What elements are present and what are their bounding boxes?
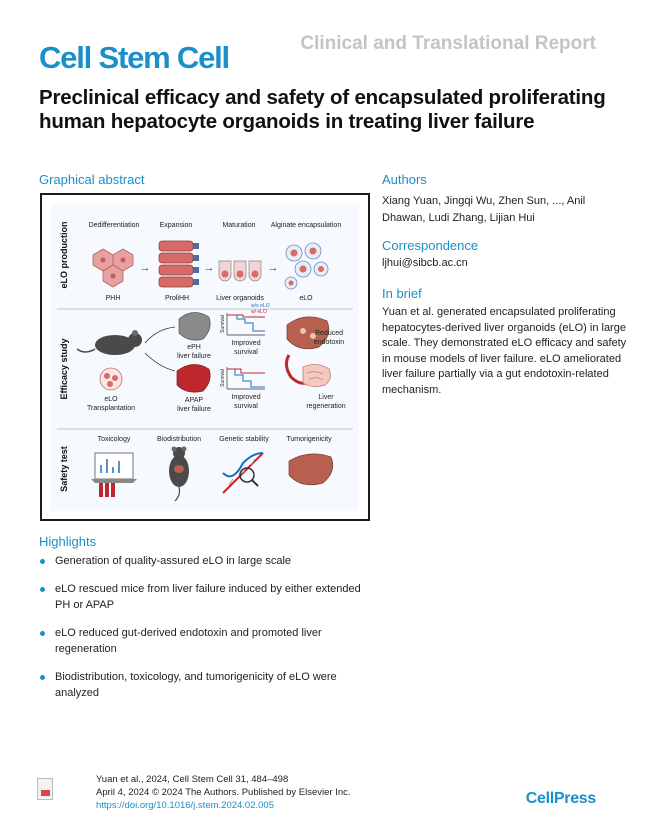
report-type: Clinical and Translational Report [300, 33, 596, 54]
arrow-icon: → [267, 262, 279, 274]
tumorigenicity-liver-icon [289, 454, 333, 485]
step-maturation: Maturation [222, 222, 256, 229]
correspondence-email[interactable]: ljhui@sibcb.ac.cn [382, 257, 468, 269]
safety-biodistribution: Biodistribution [157, 436, 201, 443]
liver-organoid-wells-icon [219, 261, 261, 281]
improved-survival-label-1: Improved survival [231, 340, 261, 356]
biodistribution-mouse-icon [169, 447, 189, 502]
graphical-abstract-panel [51, 203, 359, 511]
check-for-updates-icon[interactable] [37, 778, 53, 800]
citation [96, 773, 351, 812]
apap-label: APAP liver failure [177, 397, 211, 413]
cell-label-liver-organoids: Liver organoids [216, 295, 264, 302]
eph-label: ePH liver failure [177, 344, 211, 360]
arrow-icon: → [203, 262, 215, 274]
magnifier-icon [240, 468, 258, 486]
apap-liver-icon [177, 364, 210, 392]
improved-survival-label-2: Improved survival [231, 394, 261, 410]
gut-icon [303, 364, 330, 386]
citation-line-2: April 4, 2024 © 2024 The Authors. Published by Elsevier Inc. [96, 787, 351, 798]
cellpress-logo: CellPress [525, 790, 596, 807]
liver-regeneration-label: Liver regeneration [306, 394, 346, 410]
elo-transplant-label: eLO Transplantation [87, 396, 135, 412]
phh-cells-icon [93, 249, 133, 287]
journal-name: Cell Stem Cell [39, 40, 229, 75]
highlight-item: eLO reduced gut-derived endotoxin and promoted liver regeneration [39, 625, 369, 657]
highlights-list [39, 553, 369, 713]
row-label-production: eLO production [59, 221, 69, 289]
prolihh-flask-icon [159, 241, 199, 287]
svg-text:Survival: Survival [220, 315, 226, 333]
mouse-icon [77, 330, 142, 355]
survival-plot-eph [220, 303, 270, 335]
graphical-abstract [40, 193, 370, 521]
svg-text:Survival: Survival [220, 369, 226, 387]
reduced-endotoxin-label: Reduced endotoxin [313, 330, 345, 346]
highlight-item: Generation of quality-assured eLO in large scale [39, 553, 369, 569]
in-brief-text: Yuan et al. generated encapsulated proliferating hepatocytes-derived liver organoids (eLO) in large scale. They demonstrated eLO efficacy and safety in mouse models of liver failure. eLO ameliorated liver failure partially via a gut endotoxin-related mechanism. [382, 306, 627, 396]
doi-link[interactable]: https://doi.org/10.1016/j.stem.2024.02.005 [96, 800, 274, 811]
cell-label-phh: PHH [105, 295, 121, 302]
row-label-efficacy: Efficacy study [59, 338, 69, 400]
highlights-heading: Highlights [39, 534, 97, 549]
authors-heading: Authors [382, 172, 427, 187]
survival-plot-apap [220, 367, 265, 389]
arrow-to-eph [145, 327, 175, 343]
legend-without-elo: w/o eLO [251, 303, 270, 309]
elo-dish-icon [100, 368, 122, 390]
in-brief-heading: In brief [382, 286, 422, 301]
dna-helix-icon [223, 453, 263, 493]
step-dedifferentiation: Dedifferentiation [88, 222, 140, 229]
article-title: Preclinical efficacy and safety of encapsulated proliferating human hepatocyte organoids in treating liver failure [39, 86, 606, 133]
step-alginate-encapsulation: Alginate encapsulation [270, 222, 342, 229]
highlight-item: Biodistribution, toxicology, and tumorigenicity of eLO were analyzed [39, 669, 369, 701]
authors-list: Xiang Yuan, Jingqi Wu, Zhen Sun, ..., Anil Dhawan, Ludi Zhang, Lijian Hui [382, 195, 586, 224]
eph-liver-icon [179, 312, 210, 340]
toxicology-laptop-icon [91, 453, 137, 483]
row-label-safety: Safety test [59, 446, 69, 492]
safety-tumorigenicity: Tumorigenicity [286, 436, 332, 443]
cell-label-elo: eLO [299, 295, 313, 302]
highlight-item: eLO rescued mice from liver failure induced by either extended PH or APAP [39, 581, 369, 613]
safety-genetic-stability: Genetic stability [219, 436, 269, 443]
blood-tubes-icon [99, 483, 115, 497]
graphical-abstract-heading: Graphical abstract [39, 172, 145, 187]
arrow-to-apap [145, 353, 175, 371]
step-expansion: Expansion [159, 222, 193, 229]
legend-with-elo: w/ eLO [251, 309, 267, 315]
graphical-abstract-figure [51, 203, 359, 511]
correspondence-heading: Correspondence [382, 238, 479, 253]
citation-line-1: Yuan et al., 2024, Cell Stem Cell 31, 484–498 [96, 774, 289, 785]
safety-toxicology: Toxicology [97, 436, 131, 443]
arrow-icon: → [139, 262, 151, 274]
elo-capsules-icon [285, 243, 328, 289]
cell-label-prolihh: ProliHH [164, 295, 190, 302]
